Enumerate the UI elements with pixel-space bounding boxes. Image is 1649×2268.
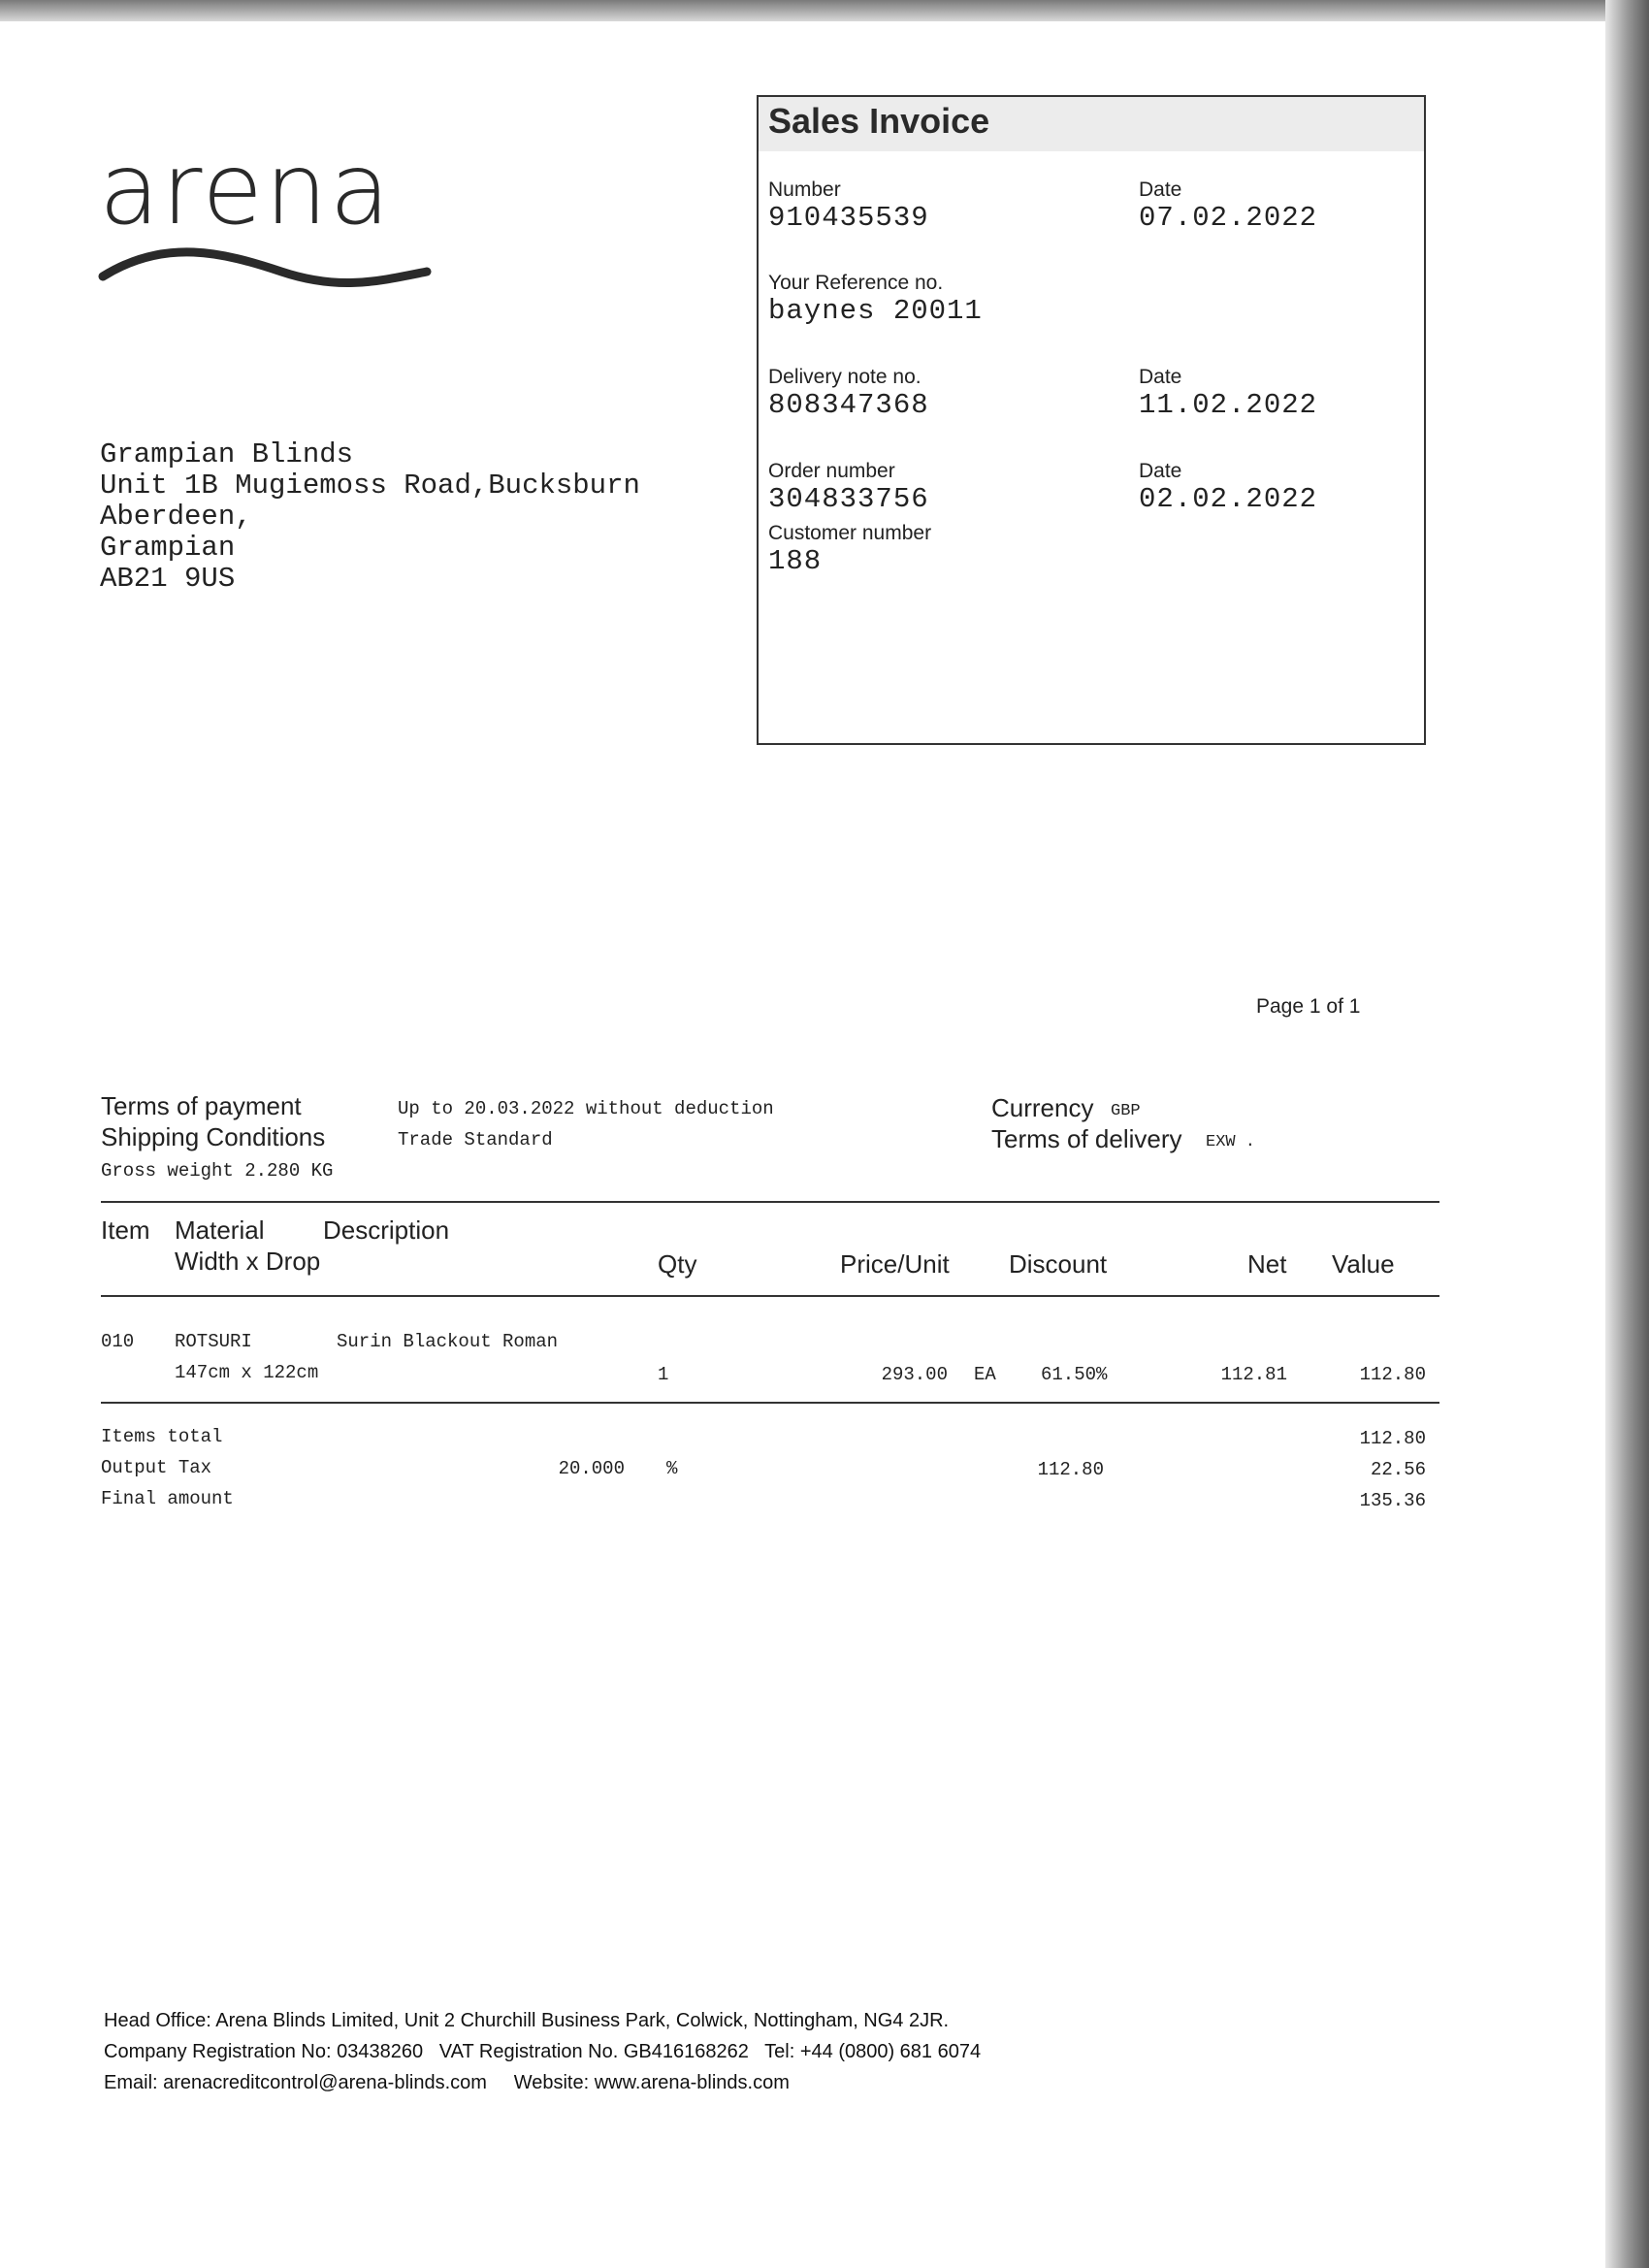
shipping-label: Shipping Conditions [101, 1122, 326, 1151]
svg-text:arena: arena [99, 136, 393, 247]
tax-label: Output Tax [101, 1457, 212, 1478]
order-date: 02.02.2022 [1139, 483, 1318, 515]
shipping-conditions: Trade Standard [398, 1129, 553, 1150]
tax-base: 112.80 [1037, 1459, 1104, 1480]
invoice-number: 910435539 [768, 202, 929, 234]
final-amount-label: Final amount [101, 1488, 234, 1509]
page-indicator: Page 1 of 1 [1256, 995, 1361, 1018]
payment-terms-label: Terms of payment [101, 1091, 302, 1120]
customer-label: Customer number [768, 522, 932, 544]
row-discount: 61.50% [1041, 1364, 1108, 1385]
delivery-date: 11.02.2022 [1139, 389, 1318, 421]
delivery-note-value: 808347368 [768, 389, 929, 421]
header-price-unit: Price/Unit [840, 1249, 950, 1279]
header-value: Value [1332, 1249, 1395, 1279]
header-material: Material [175, 1215, 265, 1245]
row-material: ROTSURI [175, 1331, 252, 1352]
scan-edge-right [1605, 0, 1649, 2268]
header-discount: Discount [1009, 1249, 1108, 1279]
footer-line: Company Registration No: 03438260 VAT Registration No. GB416168262 Tel: +44 (0800) 681 6074 [104, 2041, 982, 2062]
delivery-note-label: Delivery note no. [768, 366, 922, 388]
order-label: Order number [768, 460, 895, 482]
header-width-drop: Width x Drop [175, 1247, 321, 1276]
row-item: 010 [101, 1331, 135, 1352]
divider [101, 1402, 1439, 1404]
address-line: Unit 1B Mugiemoss Road,Bucksburn [100, 470, 640, 502]
date-label: Date [1139, 178, 1182, 201]
gross-weight: Gross weight 2.280 KG [101, 1160, 334, 1182]
payment-terms: Up to 20.03.2022 without deduction [398, 1098, 774, 1119]
tax-percent-sign: % [666, 1458, 678, 1479]
reference-value: baynes 20011 [768, 295, 983, 327]
row-price: 293.00 [881, 1364, 948, 1385]
items-total-label: Items total [101, 1426, 223, 1447]
footer-line: Head Office: Arena Blinds Limited, Unit 2 Churchill Business Park, Colwick, Nottingham, NG4 2JR. [104, 2010, 950, 2031]
row-unit: EA [974, 1364, 996, 1385]
address-line: Aberdeen, [100, 501, 252, 533]
address-line: AB21 9US [100, 563, 236, 595]
number-label: Number [768, 178, 841, 201]
header-item: Item [101, 1215, 150, 1245]
customer-number: 188 [768, 545, 823, 577]
order-number: 304833756 [768, 483, 929, 515]
delivery-terms: EXW . [1206, 1133, 1256, 1151]
header-net: Net [1247, 1249, 1287, 1279]
items-total: 112.80 [1359, 1428, 1426, 1449]
delivery-date-label: Date [1139, 366, 1182, 388]
final-amount: 135.36 [1359, 1490, 1426, 1511]
header-qty: Qty [658, 1249, 697, 1279]
currency: GBP [1111, 1102, 1141, 1120]
row-description: Surin Blackout Roman [337, 1331, 559, 1352]
tax-rate: 20.000 [558, 1458, 625, 1479]
currency-label: Currency [991, 1093, 1094, 1122]
row-net: 112.81 [1220, 1364, 1287, 1385]
divider [101, 1201, 1439, 1203]
footer-line: Email: arenacreditcontrol@arena-blinds.com Website: www.arena-blinds.com [104, 2072, 790, 2093]
invoice-info-box [757, 95, 1426, 745]
header-description: Description [323, 1215, 450, 1245]
address-line: Grampian Blinds [100, 438, 354, 470]
scan-edge-top [0, 0, 1649, 21]
row-qty: 1 [658, 1364, 669, 1385]
tax-amount: 22.56 [1370, 1459, 1426, 1480]
order-date-label: Date [1139, 460, 1182, 482]
address-line: Grampian [100, 532, 236, 564]
row-width-drop: 147cm x 122cm [175, 1362, 319, 1383]
invoice-title: Sales Invoice [768, 101, 990, 141]
invoice-date: 07.02.2022 [1139, 202, 1318, 234]
reference-label: Your Reference no. [768, 272, 944, 294]
arena-logo [97, 136, 436, 301]
row-value: 112.80 [1359, 1364, 1426, 1385]
divider [101, 1295, 1439, 1297]
delivery-terms-label: Terms of delivery [991, 1124, 1182, 1153]
